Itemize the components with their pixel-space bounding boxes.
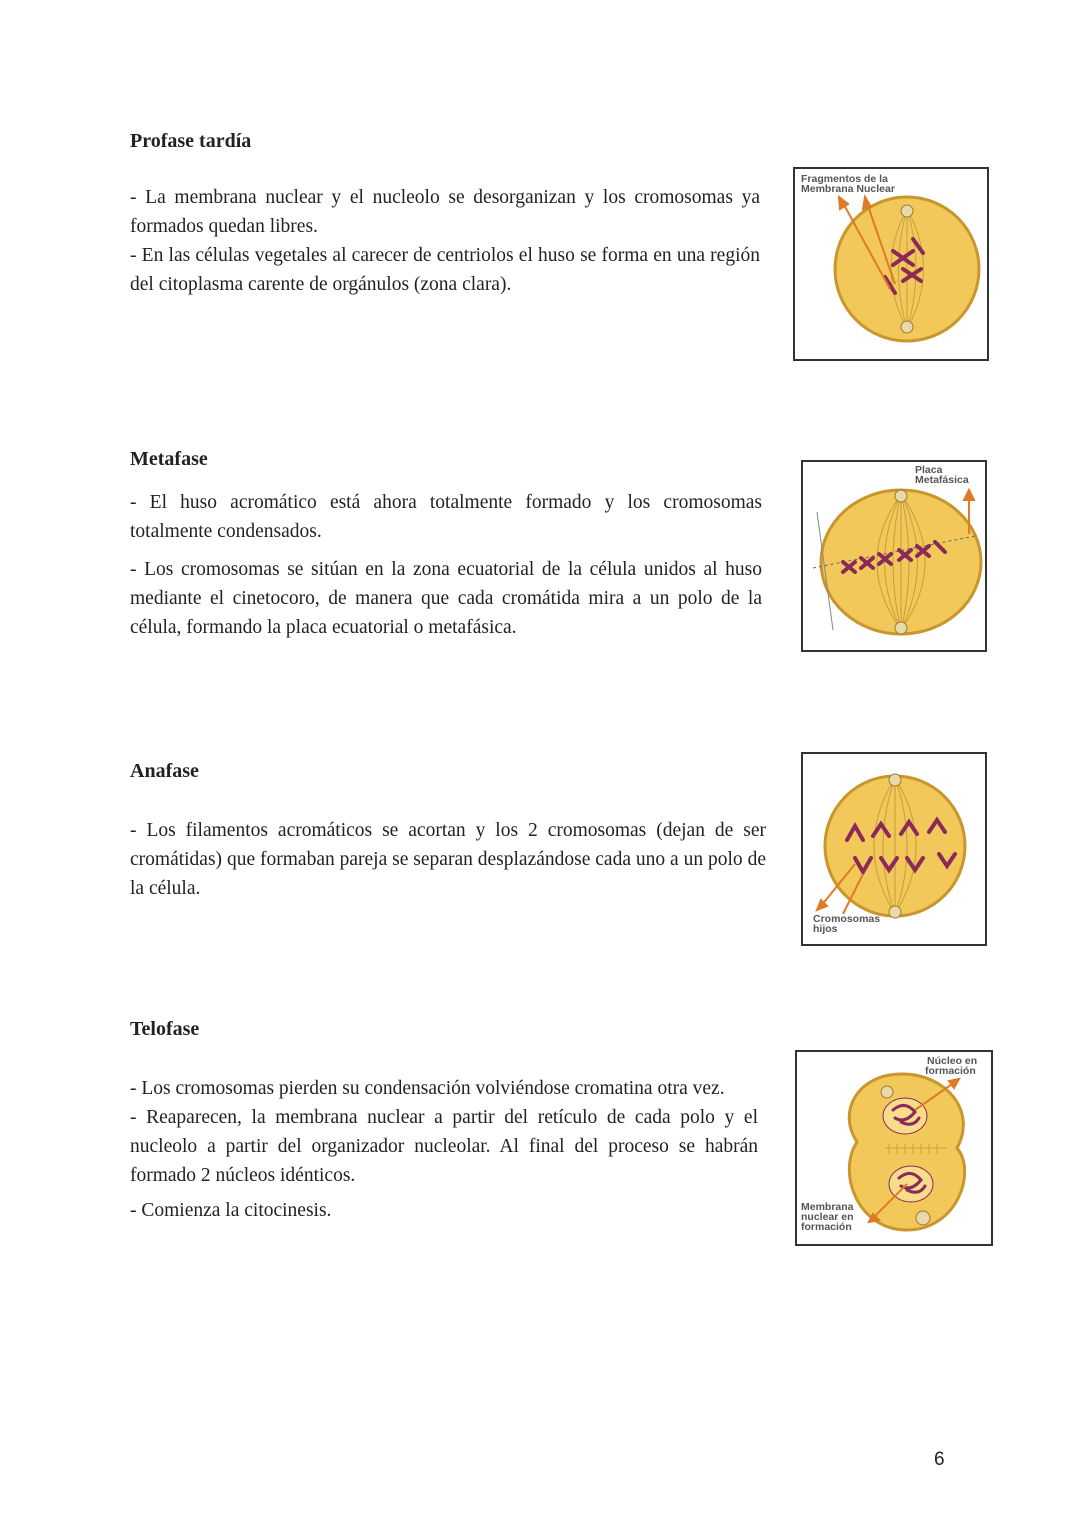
paragraph: - La membrana nuclear y el nucleolo se desorganizan y los cromosomas ya formados quedan libres. xyxy=(130,187,760,237)
section-metafase xyxy=(130,448,762,642)
paragraph: - El huso acromático está ahora totalmente formado y los cromosomas totalmente condensados. xyxy=(130,492,762,542)
figure-label: Placa xyxy=(915,464,943,476)
section-telofase xyxy=(130,1018,758,1225)
page-number: 6 xyxy=(934,1449,945,1470)
paragraph: - Los cromosomas se sitúan en la zona ecuatorial de la célula unidos al huso mediante el cinetocoro, de manera que cada cromátida mira a un polo de la célula, formando la placa ecuatorial o metafásica. xyxy=(130,559,762,638)
figure-label: Núcleo en xyxy=(927,1055,978,1067)
figure-label: Cromosomas xyxy=(813,913,881,925)
paragraph: - Los filamentos acromáticos se acortan y los 2 cromosomas (dejan de ser cromátidas) que formaban pareja se separan desplazándose cada uno a un polo de la célula. xyxy=(130,820,766,899)
section-title: Telofase xyxy=(130,1018,200,1040)
figure-label: formación xyxy=(801,1221,852,1233)
figure-metafase xyxy=(801,460,987,652)
figure-profase-tardia xyxy=(793,167,989,361)
figure-label: Membrana xyxy=(801,1201,854,1213)
figure-telofase xyxy=(795,1050,993,1246)
figure-label: Metafásica xyxy=(915,474,969,486)
section-title: Metafase xyxy=(130,448,208,470)
paragraph: - En las células vegetales al carecer de centriolos el huso se forma en una región del citoplasma carente de orgánulos (zona clara). xyxy=(130,245,760,295)
figure-label: Membrana Nuclear xyxy=(801,183,895,195)
paragraph: - Reaparecen, la membrana nuclear a partir del retículo de cada polo y el nucleolo a partir del organizador nucleolar. Al final del proceso se habrán formado 2 núcleos idénticos. xyxy=(130,1107,758,1186)
paragraph: - Comienza la citocinesis. xyxy=(130,1200,332,1221)
figure-label: nuclear en xyxy=(801,1211,854,1223)
figure-anafase xyxy=(801,752,987,946)
section-profase-tardia xyxy=(130,130,760,299)
section-anafase xyxy=(130,760,766,903)
figure-label: Fragmentos de la xyxy=(801,173,888,185)
section-title: Anafase xyxy=(130,760,199,782)
section-title: Profase tardía xyxy=(130,130,252,152)
figure-label: formación xyxy=(925,1065,976,1077)
figure-label: hijos xyxy=(813,923,838,935)
paragraph: - Los cromosomas pierden su condensación volviéndose cromatina otra vez. xyxy=(130,1078,725,1099)
